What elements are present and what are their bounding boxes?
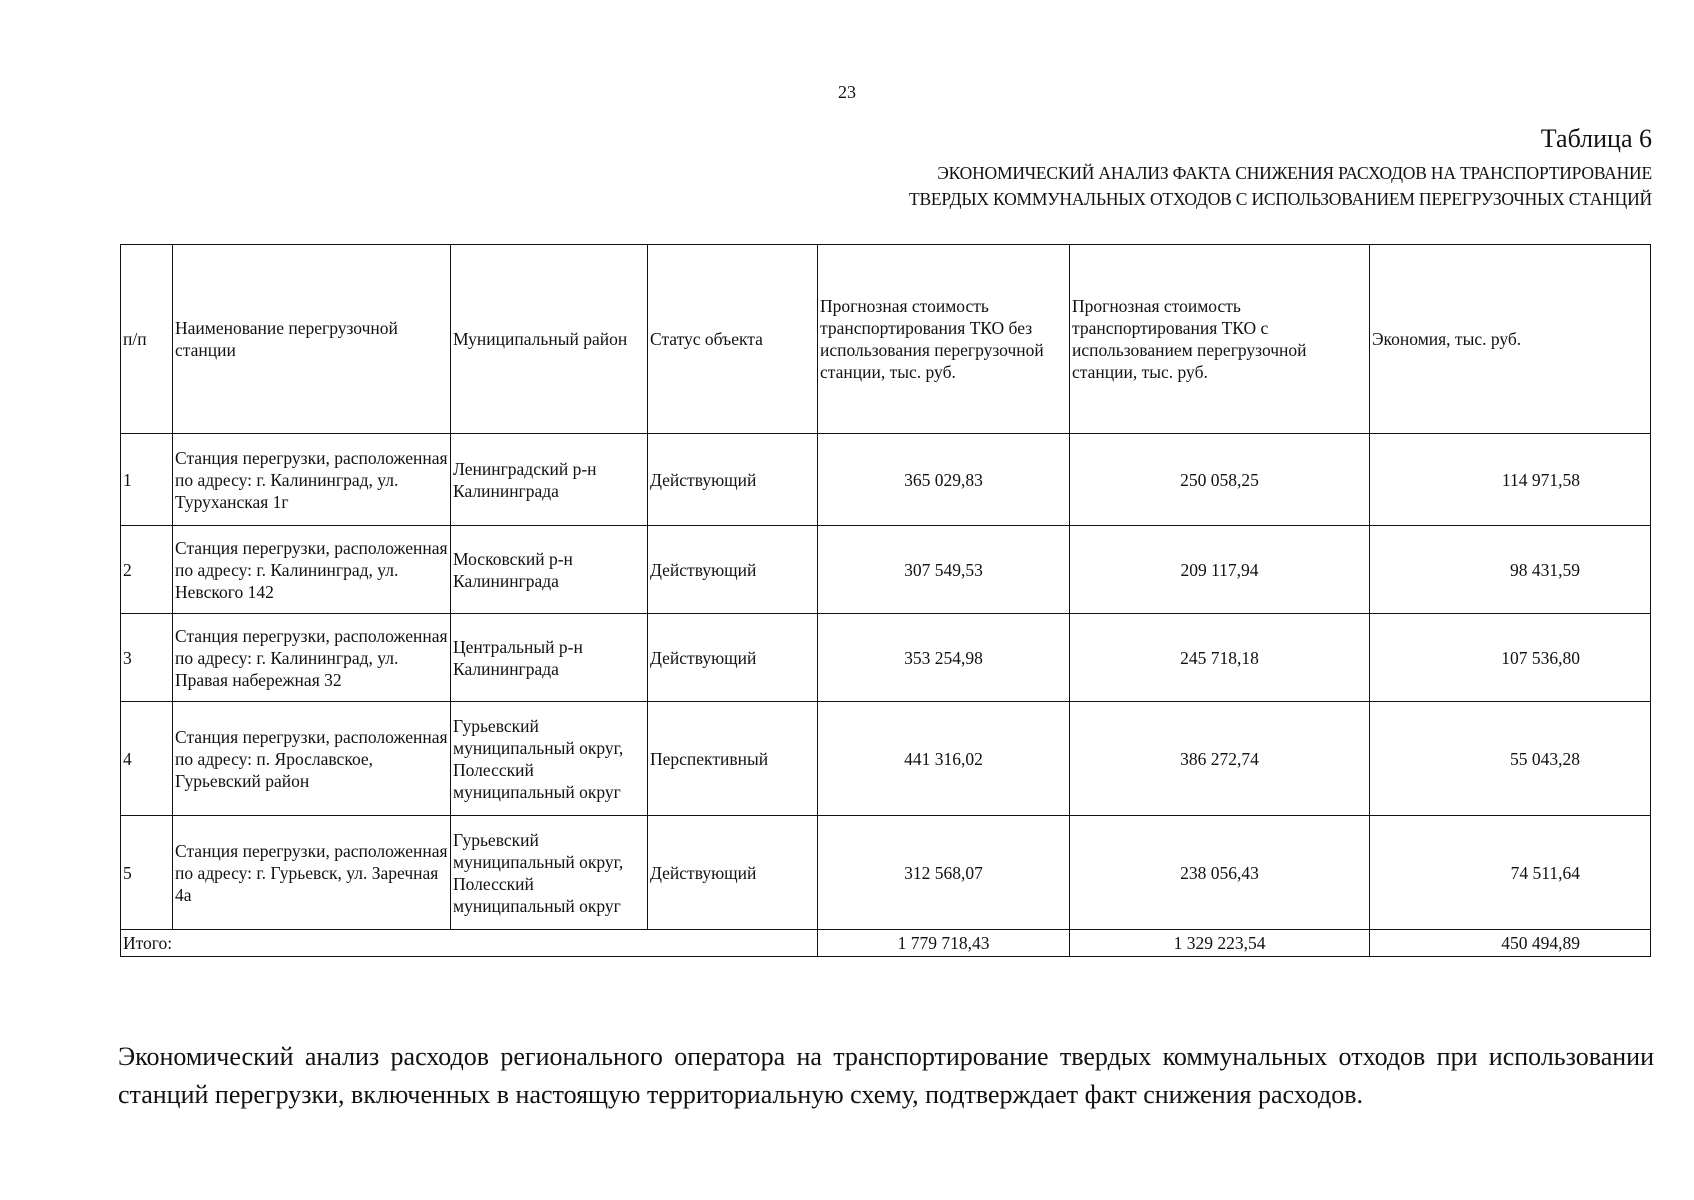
header-station: Наименование перегрузочной станции <box>173 245 451 434</box>
cell-station: Станция перегрузки, расположенная по адресу: г. Калининград, ул. Невского 142 <box>173 526 451 614</box>
table-row <box>121 526 1651 614</box>
cell-status: Действующий <box>648 434 818 526</box>
cell-district: Гурьевский муниципальный округ, Полесский муниципальный округ <box>451 816 648 930</box>
table-title-line-2: ТВЕРДЫХ КОММУНАЛЬНЫХ ОТХОДОВ С ИСПОЛЬЗОВАНИЕМ ПЕРЕГРУЗОЧНЫХ СТАНЦИЙ <box>908 189 1652 209</box>
cell-cost-without: 312 568,07 <box>818 816 1070 930</box>
cell-status: Действующий <box>648 614 818 702</box>
cell-station: Станция перегрузки, расположенная по адресу: п. Ярославское, Гурьевский район <box>173 702 451 816</box>
cell-savings: 98 431,59 <box>1370 526 1651 614</box>
conclusion-paragraph: Экономический анализ расходов регионального оператора на транспортирование твердых коммунальных отходов при использовании станций перегрузки, включенных в настоящую территориальную схему, подтверждает факт снижения расходов. <box>118 1042 1654 1109</box>
cell-district: Московский р-н Калининграда <box>451 526 648 614</box>
cell-station: Станция перегрузки, расположенная по адресу: г. Гурьевск, ул. Заречная 4а <box>173 816 451 930</box>
cell-status: Действующий <box>648 816 818 930</box>
table-total-row <box>121 930 1651 957</box>
cell-cost-with: 250 058,25 <box>1070 434 1370 526</box>
page-number: 23 <box>838 82 856 102</box>
table-row <box>121 434 1651 526</box>
cell-district: Гурьевский муниципальный округ, Полесский муниципальный округ <box>451 702 648 816</box>
header-district: Муниципальный район <box>451 245 648 434</box>
cell-district: Центральный р-н Калининграда <box>451 614 648 702</box>
header-cost-without: Прогнозная стоимость транспортирования ТКО без использования перегрузочной станции, тыс. руб. <box>818 245 1070 434</box>
total-cost-without: 1 779 718,43 <box>818 930 1070 957</box>
header-status: Статус объекта <box>648 245 818 434</box>
cell-station: Станция перегрузки, расположенная по адресу: г. Калининград, ул. Правая набережная 32 <box>173 614 451 702</box>
cell-cost-without: 365 029,83 <box>818 434 1070 526</box>
table-row <box>121 816 1651 930</box>
cell-cost-with: 209 117,94 <box>1070 526 1370 614</box>
cell-savings: 107 536,80 <box>1370 614 1651 702</box>
cell-cost-with: 238 056,43 <box>1070 816 1370 930</box>
header-cost-with: Прогнозная стоимость транспортирования ТКО с использованием перегрузочной станции, тыс. руб. <box>1070 245 1370 434</box>
cell-num: 2 <box>121 526 173 614</box>
total-cost-with: 1 329 223,54 <box>1070 930 1370 957</box>
cell-num: 1 <box>121 434 173 526</box>
cell-status: Действующий <box>648 526 818 614</box>
table-title-line-1: ЭКОНОМИЧЕСКИЙ АНАЛИЗ ФАКТА СНИЖЕНИЯ РАСХОДОВ НА ТРАНСПОРТИРОВАНИЕ <box>937 163 1652 183</box>
cell-cost-without: 441 316,02 <box>818 702 1070 816</box>
cell-num: 4 <box>121 702 173 816</box>
cell-savings: 55 043,28 <box>1370 702 1651 816</box>
cell-num: 5 <box>121 816 173 930</box>
table-row <box>121 702 1651 816</box>
cell-status: Перспективный <box>648 702 818 816</box>
economic-analysis-table <box>120 244 1651 957</box>
cell-station: Станция перегрузки, расположенная по адресу: г. Калининград, ул. Туруханская 1г <box>173 434 451 526</box>
cell-cost-with: 386 272,74 <box>1070 702 1370 816</box>
cell-savings: 74 511,64 <box>1370 816 1651 930</box>
header-savings: Экономия, тыс. руб. <box>1370 245 1651 434</box>
header-num: п/п <box>121 245 173 434</box>
table-header-row <box>121 245 1651 434</box>
cell-cost-without: 307 549,53 <box>818 526 1070 614</box>
table-row <box>121 614 1651 702</box>
cell-cost-without: 353 254,98 <box>818 614 1070 702</box>
cell-savings: 114 971,58 <box>1370 434 1651 526</box>
cell-cost-with: 245 718,18 <box>1070 614 1370 702</box>
table-title <box>552 160 1652 212</box>
cell-num: 3 <box>121 614 173 702</box>
total-savings: 450 494,89 <box>1370 930 1651 957</box>
table-label: Таблица 6 <box>1540 124 1652 153</box>
total-label: Итого: <box>121 930 818 957</box>
cell-district: Ленинградский р-н Калининграда <box>451 434 648 526</box>
